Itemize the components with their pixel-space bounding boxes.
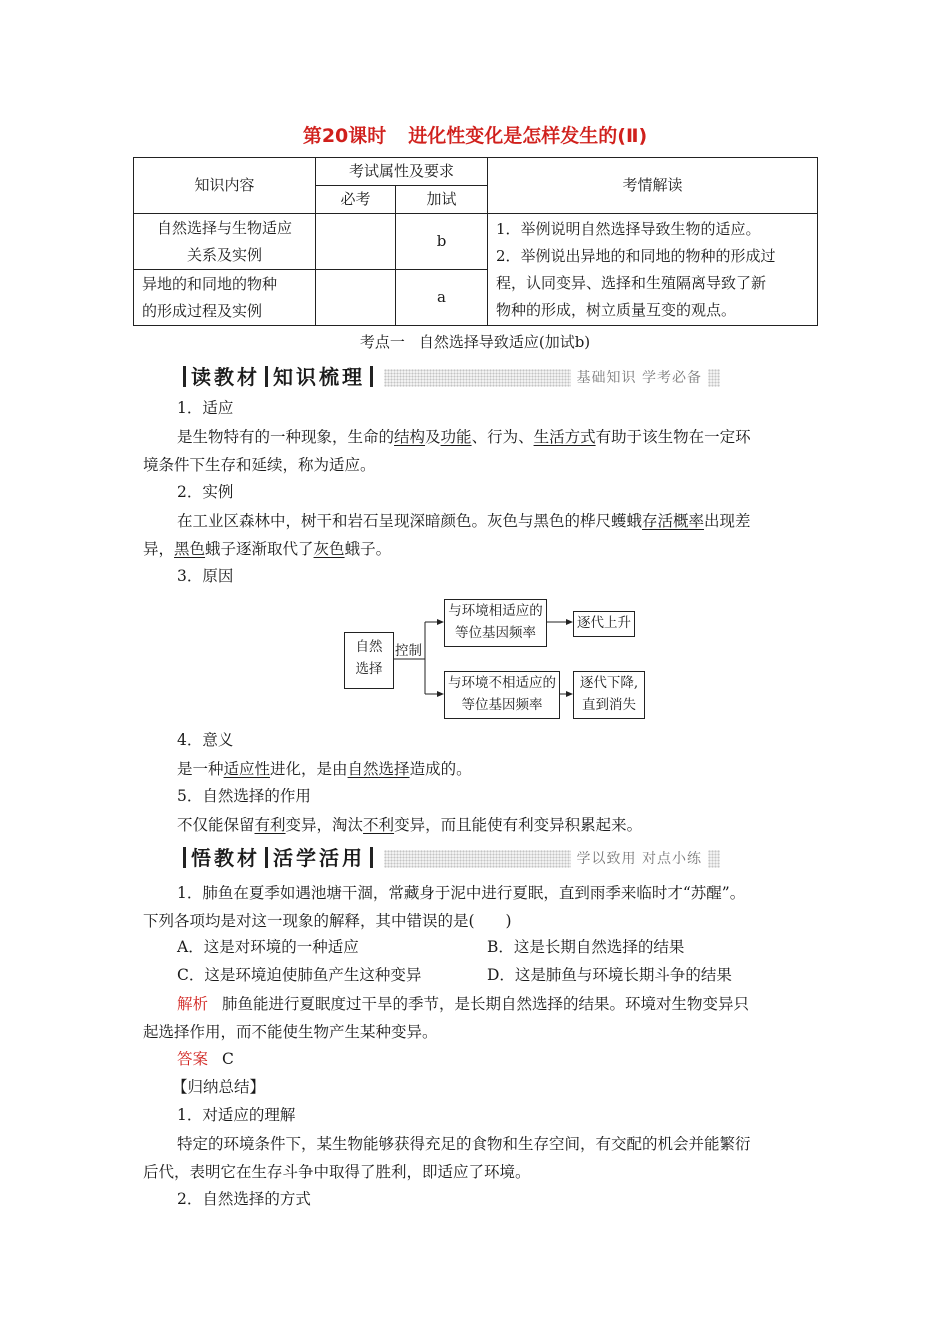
answer-label: 答案 xyxy=(177,1050,209,1068)
subheading: 1．对适应的理解 xyxy=(177,1106,296,1124)
question: 1．肺鱼在夏季如遇池塘干涸，常藏身于泥中进行夏眠，直到雨季来临时才“苏醒”。 下列各项均是对这一现象的解释，其中错误的是( ) xyxy=(143,884,746,930)
subheading: 5．自然选择的作用 xyxy=(177,787,311,805)
subheading: 2．自然选择的方式 xyxy=(177,1190,311,1208)
banner-word: 悟教材 xyxy=(191,846,260,870)
table-cell-extra: a xyxy=(396,270,488,326)
banner-tag: 基础知识 学考必备 xyxy=(571,368,708,388)
subheading: 2．实例 xyxy=(177,483,234,501)
table-cell-required xyxy=(316,214,396,270)
banner-word: 知识梳理 xyxy=(273,365,365,389)
title-topic: 进化性变化是怎样发生的(Ⅱ) xyxy=(408,125,648,147)
option-c: C．这是环境迫使肺鱼产生这种变异 xyxy=(177,966,422,984)
table-row-content: 自然选择与生物适应 关系及实例 xyxy=(134,214,316,270)
flow-box-maladapted: 与环境不相适应的 等位基因频率 xyxy=(444,671,560,719)
subheading: 1．适应 xyxy=(177,399,234,417)
header-exam: 考试属性及要求 xyxy=(316,158,488,186)
header-extra: 加试 xyxy=(396,186,488,214)
header-required: 必考 xyxy=(316,186,396,214)
title-lesson: 第20课时 xyxy=(302,125,387,147)
flow-box-natural-selection: 自然 选择 xyxy=(344,632,394,689)
header-interpret: 考情解读 xyxy=(488,158,818,214)
subheading: 4．意义 xyxy=(177,731,234,749)
page-title xyxy=(0,121,950,148)
option-d: D．这是肺鱼与环境长期斗争的结果 xyxy=(487,966,732,984)
banner-word: 活学活用 xyxy=(273,846,365,870)
subheading: 3．原因 xyxy=(177,567,234,585)
header-content: 知识内容 xyxy=(134,158,316,214)
paragraph: 不仅能保留有利变异，淘汰不利变异，而且能使有利变异积累起来。 xyxy=(177,816,643,834)
section-heading: 考点一 自然选择导致适应(加试b) xyxy=(359,333,591,351)
requirements-table xyxy=(133,157,818,326)
flow-box-decrease: 逐代下降, 直到消失 xyxy=(573,671,645,719)
paragraph: 特定的环境条件下，某生物能够获得充足的食物和生存空间，有交配的机会并能繁衍 后代，表明它在生存斗争中取得了胜利，即适应了环境。 xyxy=(143,1135,751,1181)
table-cell-required xyxy=(316,270,396,326)
flow-box-adapted: 与环境相适应的 等位基因频率 xyxy=(444,599,547,647)
option-a: A．这是对环境的一种适应 xyxy=(177,938,359,956)
banner-tag: 学以致用 对点小练 xyxy=(571,849,708,869)
paragraph: 在工业区森林中，树干和岩石呈现深暗颜色。灰色与黑色的桦尺蠖蛾存活概率出现差 异，黑色蛾子逐渐取代了灰色蛾子。 xyxy=(143,512,751,558)
answer xyxy=(177,1047,234,1069)
option-b: B．这是长期自然选择的结果 xyxy=(487,938,685,956)
paragraph: 是生物特有的一种现象，生命的结构及功能、行为、生活方式有助于该生物在一定环 境条件下生存和延续，称为适应。 xyxy=(143,428,751,474)
table-cell-extra: b xyxy=(396,214,488,270)
summary-heading: 【归纳总结】 xyxy=(172,1078,266,1096)
section-banner xyxy=(178,845,720,871)
paragraph: 是一种适应性进化，是由自然选择造成的。 xyxy=(177,760,472,778)
flow-label-control: 控制 xyxy=(395,643,422,659)
flow-box-increase: 逐代上升 xyxy=(573,611,635,637)
banner-word: 读教材 xyxy=(191,365,260,389)
explanation: 解析 肺鱼能进行夏眠度过干旱的季节，是长期自然选择的结果。环境对生物变异只 起选择作用，而不能使生物产生某种变异。 xyxy=(143,995,750,1041)
section-banner xyxy=(178,364,720,390)
explanation-label: 解析 xyxy=(177,995,209,1013)
table-row-content: 异地的和同地的物种 的形成过程及实例 xyxy=(134,270,316,326)
answer-value: C xyxy=(222,1050,234,1068)
table-cell-interpret: 1．举例说明自然选择导致生物的适应。 2．举例说出异地的和同地的物种的形成过 程，认同变异、选择和生殖隔离导致了新 物种的形成，树立质量互变的观点。 xyxy=(488,214,818,326)
